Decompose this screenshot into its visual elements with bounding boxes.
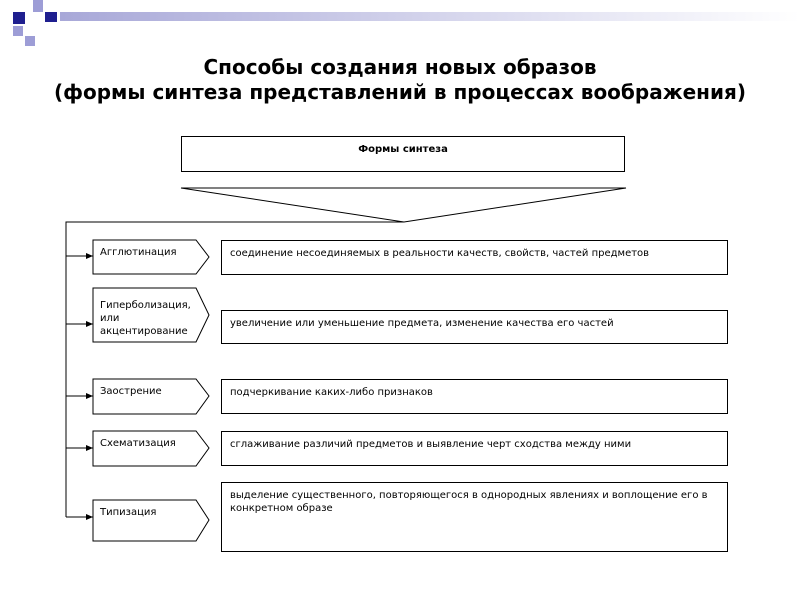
form-description-1 [221,240,728,275]
form-description-text-5: выделение существенного, повторяющегося в однородных явлениях и воплощение его в конкретном образе [230,490,708,514]
form-name-1: Агглютинация [100,247,177,258]
form-description-text-1: соединение несоединяемых в реальности качеств, свойств, частей предметов [230,248,650,259]
form-description-text-2: увеличение или уменьшение предмета, изменение качества его частей [230,318,614,329]
forms-header-label: Формы синтеза [358,144,448,155]
form-description-3 [221,379,728,414]
form-name-5: Типизация [100,507,157,518]
page-title-line-1: Способы создания новых образов [203,55,597,79]
form-name-4: Схематизация [100,438,176,449]
form-name-2: Гиперболизация, или акцентирование [100,300,191,337]
funnel-arrow-shape [181,188,626,222]
form-description-2 [221,310,728,344]
page-title-line-2: (формы синтеза представлений в процессах воображения) [54,80,746,104]
form-description-5 [221,482,728,552]
form-name-3: Заострение [100,386,162,397]
form-description-text-4: сглаживание различий предметов и выявление черт сходства между ними [230,439,632,450]
form-description-text-3: подчеркивание каких-либо признаков [230,387,433,398]
form-description-4 [221,431,728,466]
